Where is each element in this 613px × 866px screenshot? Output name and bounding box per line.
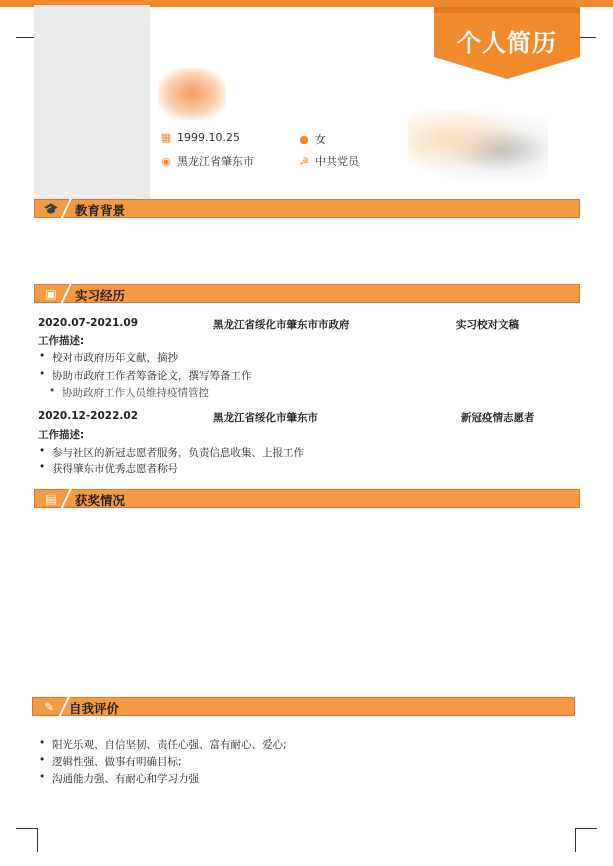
certificate-icon: ▤ — [45, 491, 57, 506]
crop-mark-top-left — [16, 18, 34, 38]
list-item: • 协助政府工作人员维持疫情管控 — [62, 385, 209, 400]
politics-info — [298, 153, 359, 169]
desc-label: 工作描述: — [38, 335, 85, 347]
crop-mark-bottom-right — [575, 828, 597, 852]
clipped-line — [38, 771, 338, 785]
edit-icon: ✎ — [43, 699, 55, 714]
entry-org: 黑龙江省绥化市肇东市市政府 — [213, 319, 350, 331]
crop-mark-bottom-left — [16, 828, 38, 852]
person-icon: ● — [299, 132, 309, 146]
section-title: 自我评价 — [69, 701, 120, 716]
redacted-contact-blur — [408, 110, 548, 182]
calendar-icon: ▦ — [160, 131, 172, 144]
location-pin-icon: ◉ — [161, 154, 171, 168]
section-education — [34, 199, 580, 218]
clipped-line — [38, 461, 338, 475]
list-item: • 参与社区的新冠志愿者服务，负责信息收集、上报工作 — [52, 445, 304, 460]
crop-mark-top-right — [578, 18, 596, 38]
list-item: • 获得肇东市优秀志愿者称号 — [52, 461, 178, 476]
section-awards — [34, 489, 580, 508]
list-item: • 沟通能力强、有耐心和学习力强 — [52, 771, 199, 786]
gender-info — [298, 131, 326, 147]
section-title: 教育背景 — [75, 203, 126, 218]
section-self-eval — [32, 697, 575, 716]
entry-org: 黑龙江省绥化市肇东市 — [213, 412, 318, 424]
page-title: 个人简历 — [457, 29, 557, 57]
title-banner — [434, 7, 580, 79]
entry-role: 新冠疫情志愿者 — [461, 412, 535, 424]
briefcase-icon: ▣ — [45, 286, 57, 301]
section-title: 实习经历 — [75, 288, 126, 303]
location-value: 黑龙江省肇东市 — [177, 155, 254, 168]
location-info — [160, 153, 254, 169]
list-item: • 协助市政府工作者筹备论文，撰写筹备工作 — [52, 368, 252, 383]
section-title: 获奖情况 — [75, 493, 126, 508]
list-item: • 阳光乐观、自信坚韧、责任心强、富有耐心、爱心; — [52, 737, 287, 752]
politics-value: 中共党员 — [315, 155, 359, 168]
entry-date: 2020.12-2022.02 — [38, 410, 139, 422]
birth-value: 1999.10.25 — [177, 131, 240, 144]
desc-label: 工作描述: — [38, 429, 85, 441]
list-item: • 逻辑性强、做事有明确目标; — [52, 754, 182, 769]
birth-info — [160, 131, 240, 144]
entry-role: 实习校对文稿 — [456, 319, 519, 331]
party-emblem-icon: ☭ — [299, 154, 309, 168]
redacted-name-blur — [158, 68, 226, 120]
section-internship — [34, 284, 580, 303]
graduation-cap-icon: 🎓 — [43, 201, 59, 216]
profile-photo-placeholder — [34, 5, 150, 201]
entry-date: 2020.07-2021.09 — [38, 317, 139, 329]
gender-value: 女 — [315, 133, 326, 146]
list-item: • 校对市政府历年文献，摘抄 — [52, 350, 178, 365]
